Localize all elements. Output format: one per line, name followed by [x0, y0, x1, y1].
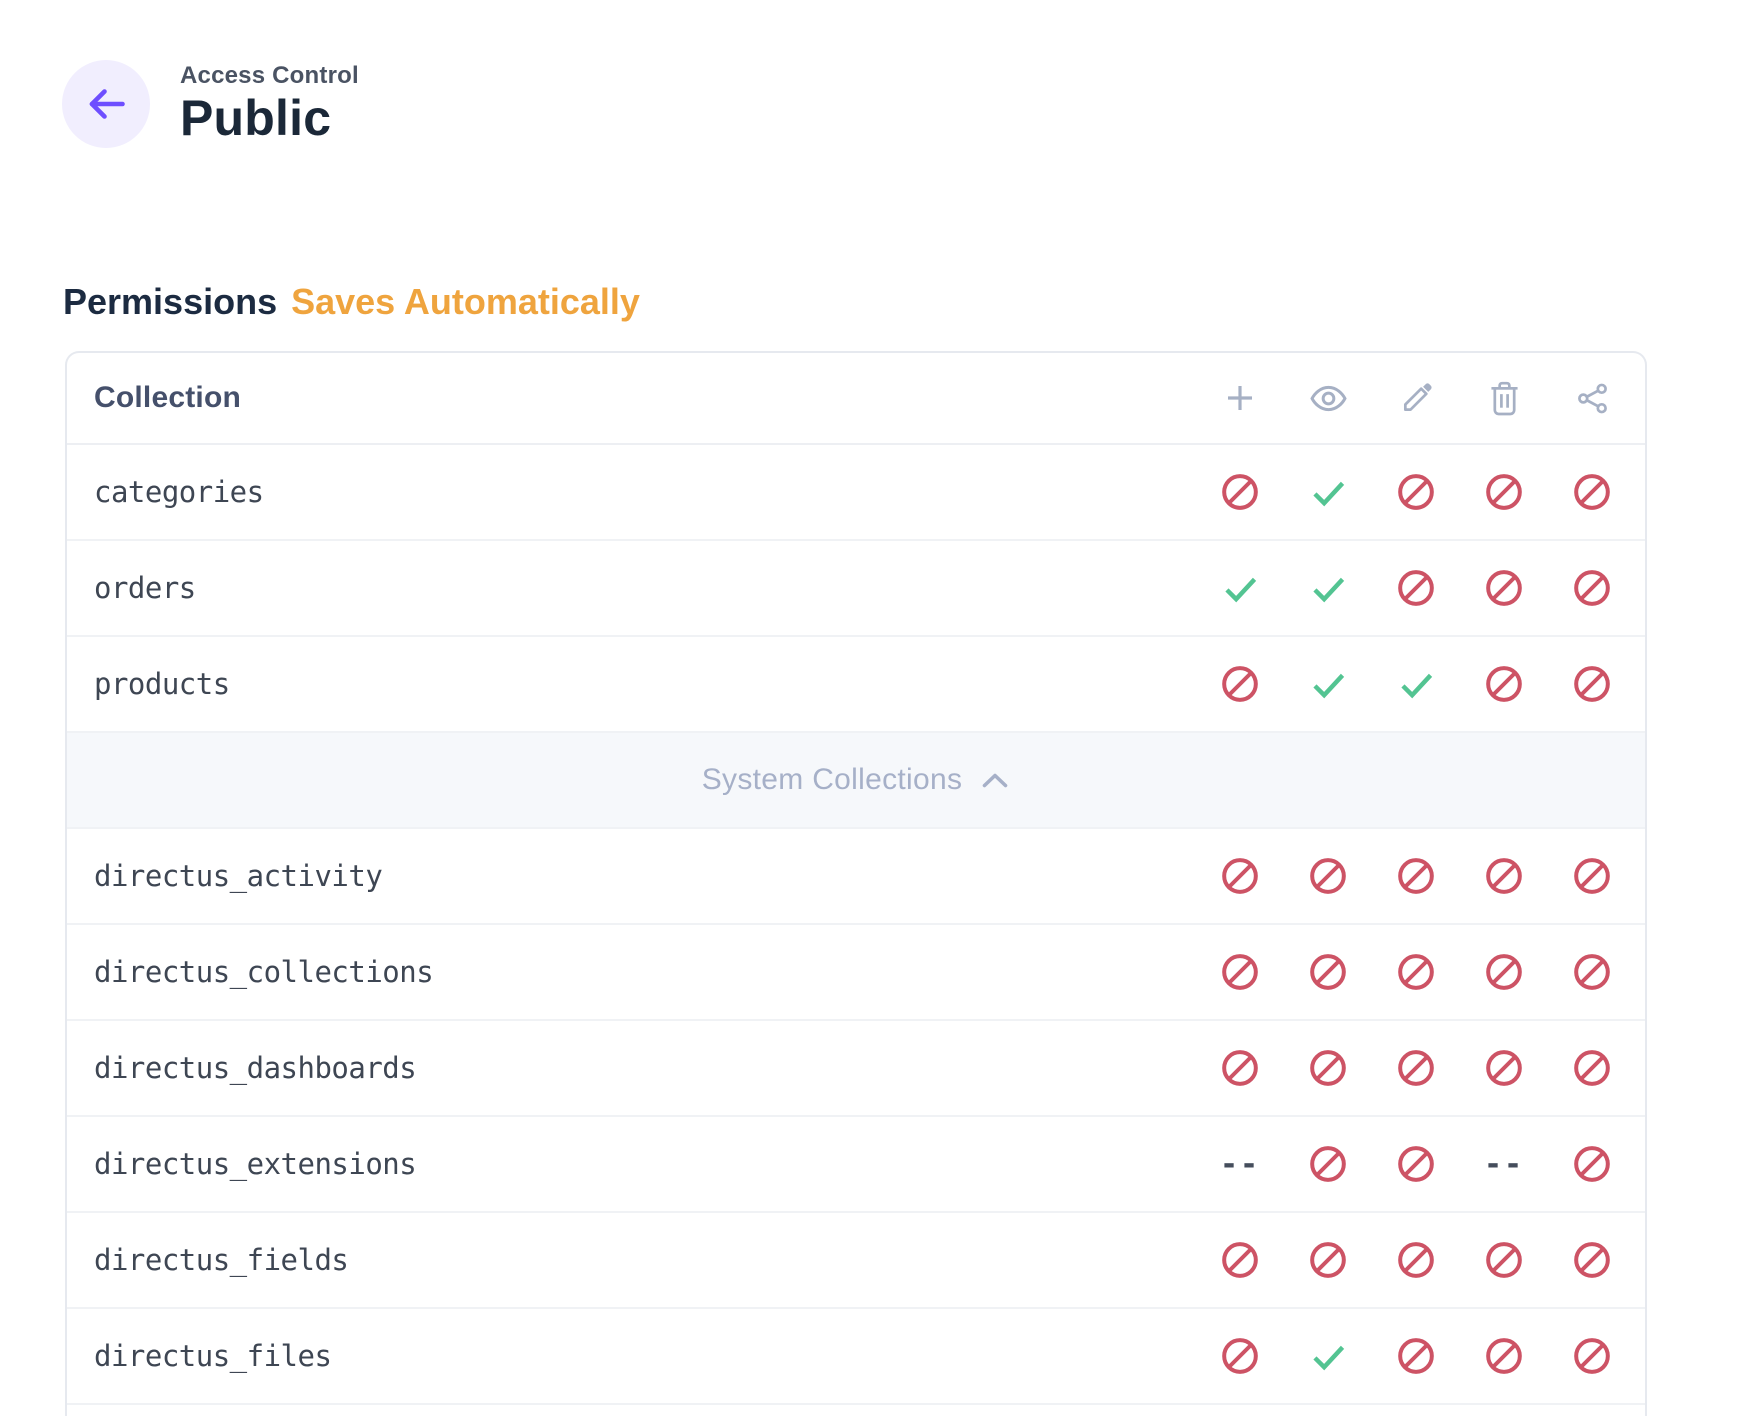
no-entry-icon — [1396, 1240, 1436, 1280]
permission-toggle-read[interactable] — [1284, 829, 1372, 923]
collection-name: products — [94, 667, 230, 701]
no-entry-icon — [1396, 472, 1436, 512]
table-body — [67, 445, 1645, 1405]
permission-toggle-delete[interactable] — [1460, 925, 1548, 1019]
no-entry-icon — [1220, 856, 1260, 896]
permission-toggle-share[interactable] — [1548, 925, 1636, 1019]
no-entry-icon — [1396, 952, 1436, 992]
table-row — [67, 1309, 1645, 1405]
partial-next-row — [67, 1405, 1645, 1416]
permission-toggle-read[interactable] — [1284, 1309, 1372, 1403]
table-row — [67, 925, 1645, 1021]
no-entry-icon — [1396, 1336, 1436, 1376]
no-entry-icon — [1308, 856, 1348, 896]
permission-toggle-share[interactable] — [1548, 1117, 1636, 1211]
no-permission-dash: -- — [1483, 1146, 1525, 1182]
no-entry-icon — [1484, 1048, 1524, 1088]
permission-toggle-update[interactable] — [1372, 925, 1460, 1019]
no-entry-icon — [1220, 664, 1260, 704]
permission-toggle-share[interactable] — [1548, 829, 1636, 923]
permission-toggle-read[interactable] — [1284, 1213, 1372, 1307]
chevron-up-icon — [980, 771, 1010, 790]
table-row — [67, 1213, 1645, 1309]
table-row — [67, 445, 1645, 541]
no-entry-icon — [1572, 664, 1612, 704]
permissions-table — [65, 351, 1647, 1416]
permission-toggle-read[interactable] — [1284, 445, 1372, 539]
share-icon — [1548, 383, 1636, 414]
permission-toggle-update[interactable] — [1372, 829, 1460, 923]
no-entry-icon — [1308, 952, 1348, 992]
no-entry-icon — [1220, 1336, 1260, 1376]
check-icon — [1399, 670, 1434, 699]
no-entry-icon — [1396, 1048, 1436, 1088]
no-entry-icon — [1220, 952, 1260, 992]
page-header — [62, 60, 1760, 148]
breadcrumb: Access Control — [180, 62, 359, 89]
no-entry-icon — [1484, 1240, 1524, 1280]
no-entry-icon — [1308, 1144, 1348, 1184]
no-entry-icon — [1220, 472, 1260, 512]
permission-toggle-create[interactable] — [1196, 1309, 1284, 1403]
no-entry-icon — [1572, 952, 1612, 992]
autosave-note: Saves Automatically — [291, 281, 640, 322]
collection-name: directus_extensions — [94, 1147, 417, 1181]
no-entry-icon — [1572, 1240, 1612, 1280]
permission-toggle-share[interactable] — [1548, 1021, 1636, 1115]
permission-toggle-read[interactable] — [1284, 637, 1372, 731]
check-icon — [1311, 670, 1346, 699]
no-entry-icon — [1396, 568, 1436, 608]
check-icon — [1311, 1342, 1346, 1371]
permission-toggle-delete[interactable] — [1460, 541, 1548, 635]
pencil-icon — [1372, 382, 1460, 415]
no-entry-icon — [1572, 568, 1612, 608]
permission-toggle-create[interactable] — [1196, 1117, 1284, 1211]
permission-toggle-delete[interactable] — [1460, 829, 1548, 923]
permission-toggle-create[interactable] — [1196, 637, 1284, 731]
permission-toggle-delete[interactable] — [1460, 1021, 1548, 1115]
collection-name: directus_dashboards — [94, 1051, 417, 1085]
table-row — [67, 541, 1645, 637]
collection-name: orders — [94, 571, 196, 605]
no-entry-icon — [1572, 1048, 1612, 1088]
no-entry-icon — [1308, 1240, 1348, 1280]
table-row — [67, 1117, 1645, 1213]
permission-toggle-read[interactable] — [1284, 1021, 1372, 1115]
collection-name: directus_files — [94, 1339, 332, 1373]
no-entry-icon — [1396, 1144, 1436, 1184]
section-heading — [63, 280, 1760, 324]
no-permission-dash: -- — [1219, 1146, 1261, 1182]
permission-toggle-read[interactable] — [1284, 925, 1372, 1019]
permission-toggle-read[interactable] — [1284, 541, 1372, 635]
collection-name: directus_collections — [94, 955, 434, 989]
permission-toggle-create[interactable] — [1196, 829, 1284, 923]
permission-toggle-create[interactable] — [1196, 445, 1284, 539]
system-collections-label: System Collections — [701, 763, 963, 796]
page-title: Public — [180, 90, 332, 146]
permission-toggle-delete[interactable] — [1460, 1309, 1548, 1403]
trash-icon — [1460, 381, 1548, 416]
system-collections-toggle[interactable] — [67, 733, 1645, 829]
permissions-heading: Permissions — [63, 281, 278, 322]
permission-toggle-update[interactable] — [1372, 1117, 1460, 1211]
permission-toggle-update[interactable] — [1372, 1213, 1460, 1307]
permission-toggle-share[interactable] — [1548, 1309, 1636, 1403]
permission-toggle-delete[interactable] — [1460, 637, 1548, 731]
no-entry-icon — [1572, 856, 1612, 896]
table-row — [67, 829, 1645, 925]
collection-column-header: Collection — [94, 381, 242, 414]
permission-toggle-update[interactable] — [1372, 1021, 1460, 1115]
permission-toggle-create[interactable] — [1196, 1213, 1284, 1307]
permission-toggle-delete[interactable] — [1460, 445, 1548, 539]
no-entry-icon — [1484, 664, 1524, 704]
permission-toggle-update[interactable] — [1372, 445, 1460, 539]
permission-toggle-share[interactable] — [1548, 445, 1636, 539]
permission-toggle-share[interactable] — [1548, 541, 1636, 635]
eye-icon — [1284, 385, 1372, 412]
table-row — [67, 637, 1645, 733]
no-entry-icon — [1572, 1336, 1612, 1376]
no-entry-icon — [1308, 1048, 1348, 1088]
permission-toggle-create[interactable] — [1196, 1021, 1284, 1115]
table-row — [67, 1021, 1645, 1117]
check-icon — [1223, 574, 1258, 603]
plus-icon — [1196, 383, 1284, 413]
permission-toggle-update[interactable] — [1372, 541, 1460, 635]
permission-toggle-update[interactable] — [1372, 637, 1460, 731]
no-entry-icon — [1484, 472, 1524, 512]
back-button[interactable] — [62, 60, 150, 148]
permission-toggle-create[interactable] — [1196, 925, 1284, 1019]
arrow-left-icon — [83, 81, 129, 127]
permission-toggle-read[interactable] — [1284, 1117, 1372, 1211]
no-entry-icon — [1484, 1336, 1524, 1376]
check-icon — [1311, 478, 1346, 507]
collection-name: directus_activity — [94, 859, 383, 893]
table-header-row — [67, 353, 1645, 445]
permission-toggle-update[interactable] — [1372, 1309, 1460, 1403]
permission-toggle-share[interactable] — [1548, 637, 1636, 731]
no-entry-icon — [1396, 856, 1436, 896]
no-entry-icon — [1484, 952, 1524, 992]
no-entry-icon — [1220, 1048, 1260, 1088]
collection-name: categories — [94, 475, 264, 509]
no-entry-icon — [1484, 568, 1524, 608]
no-entry-icon — [1220, 1240, 1260, 1280]
permission-toggle-delete[interactable] — [1460, 1117, 1548, 1211]
title-block — [180, 62, 359, 146]
permission-toggle-delete[interactable] — [1460, 1213, 1548, 1307]
permission-toggle-share[interactable] — [1548, 1213, 1636, 1307]
permission-toggle-create[interactable] — [1196, 541, 1284, 635]
check-icon — [1311, 574, 1346, 603]
no-entry-icon — [1572, 472, 1612, 512]
no-entry-icon — [1484, 856, 1524, 896]
collection-name: directus_fields — [94, 1243, 349, 1277]
no-entry-icon — [1572, 1144, 1612, 1184]
